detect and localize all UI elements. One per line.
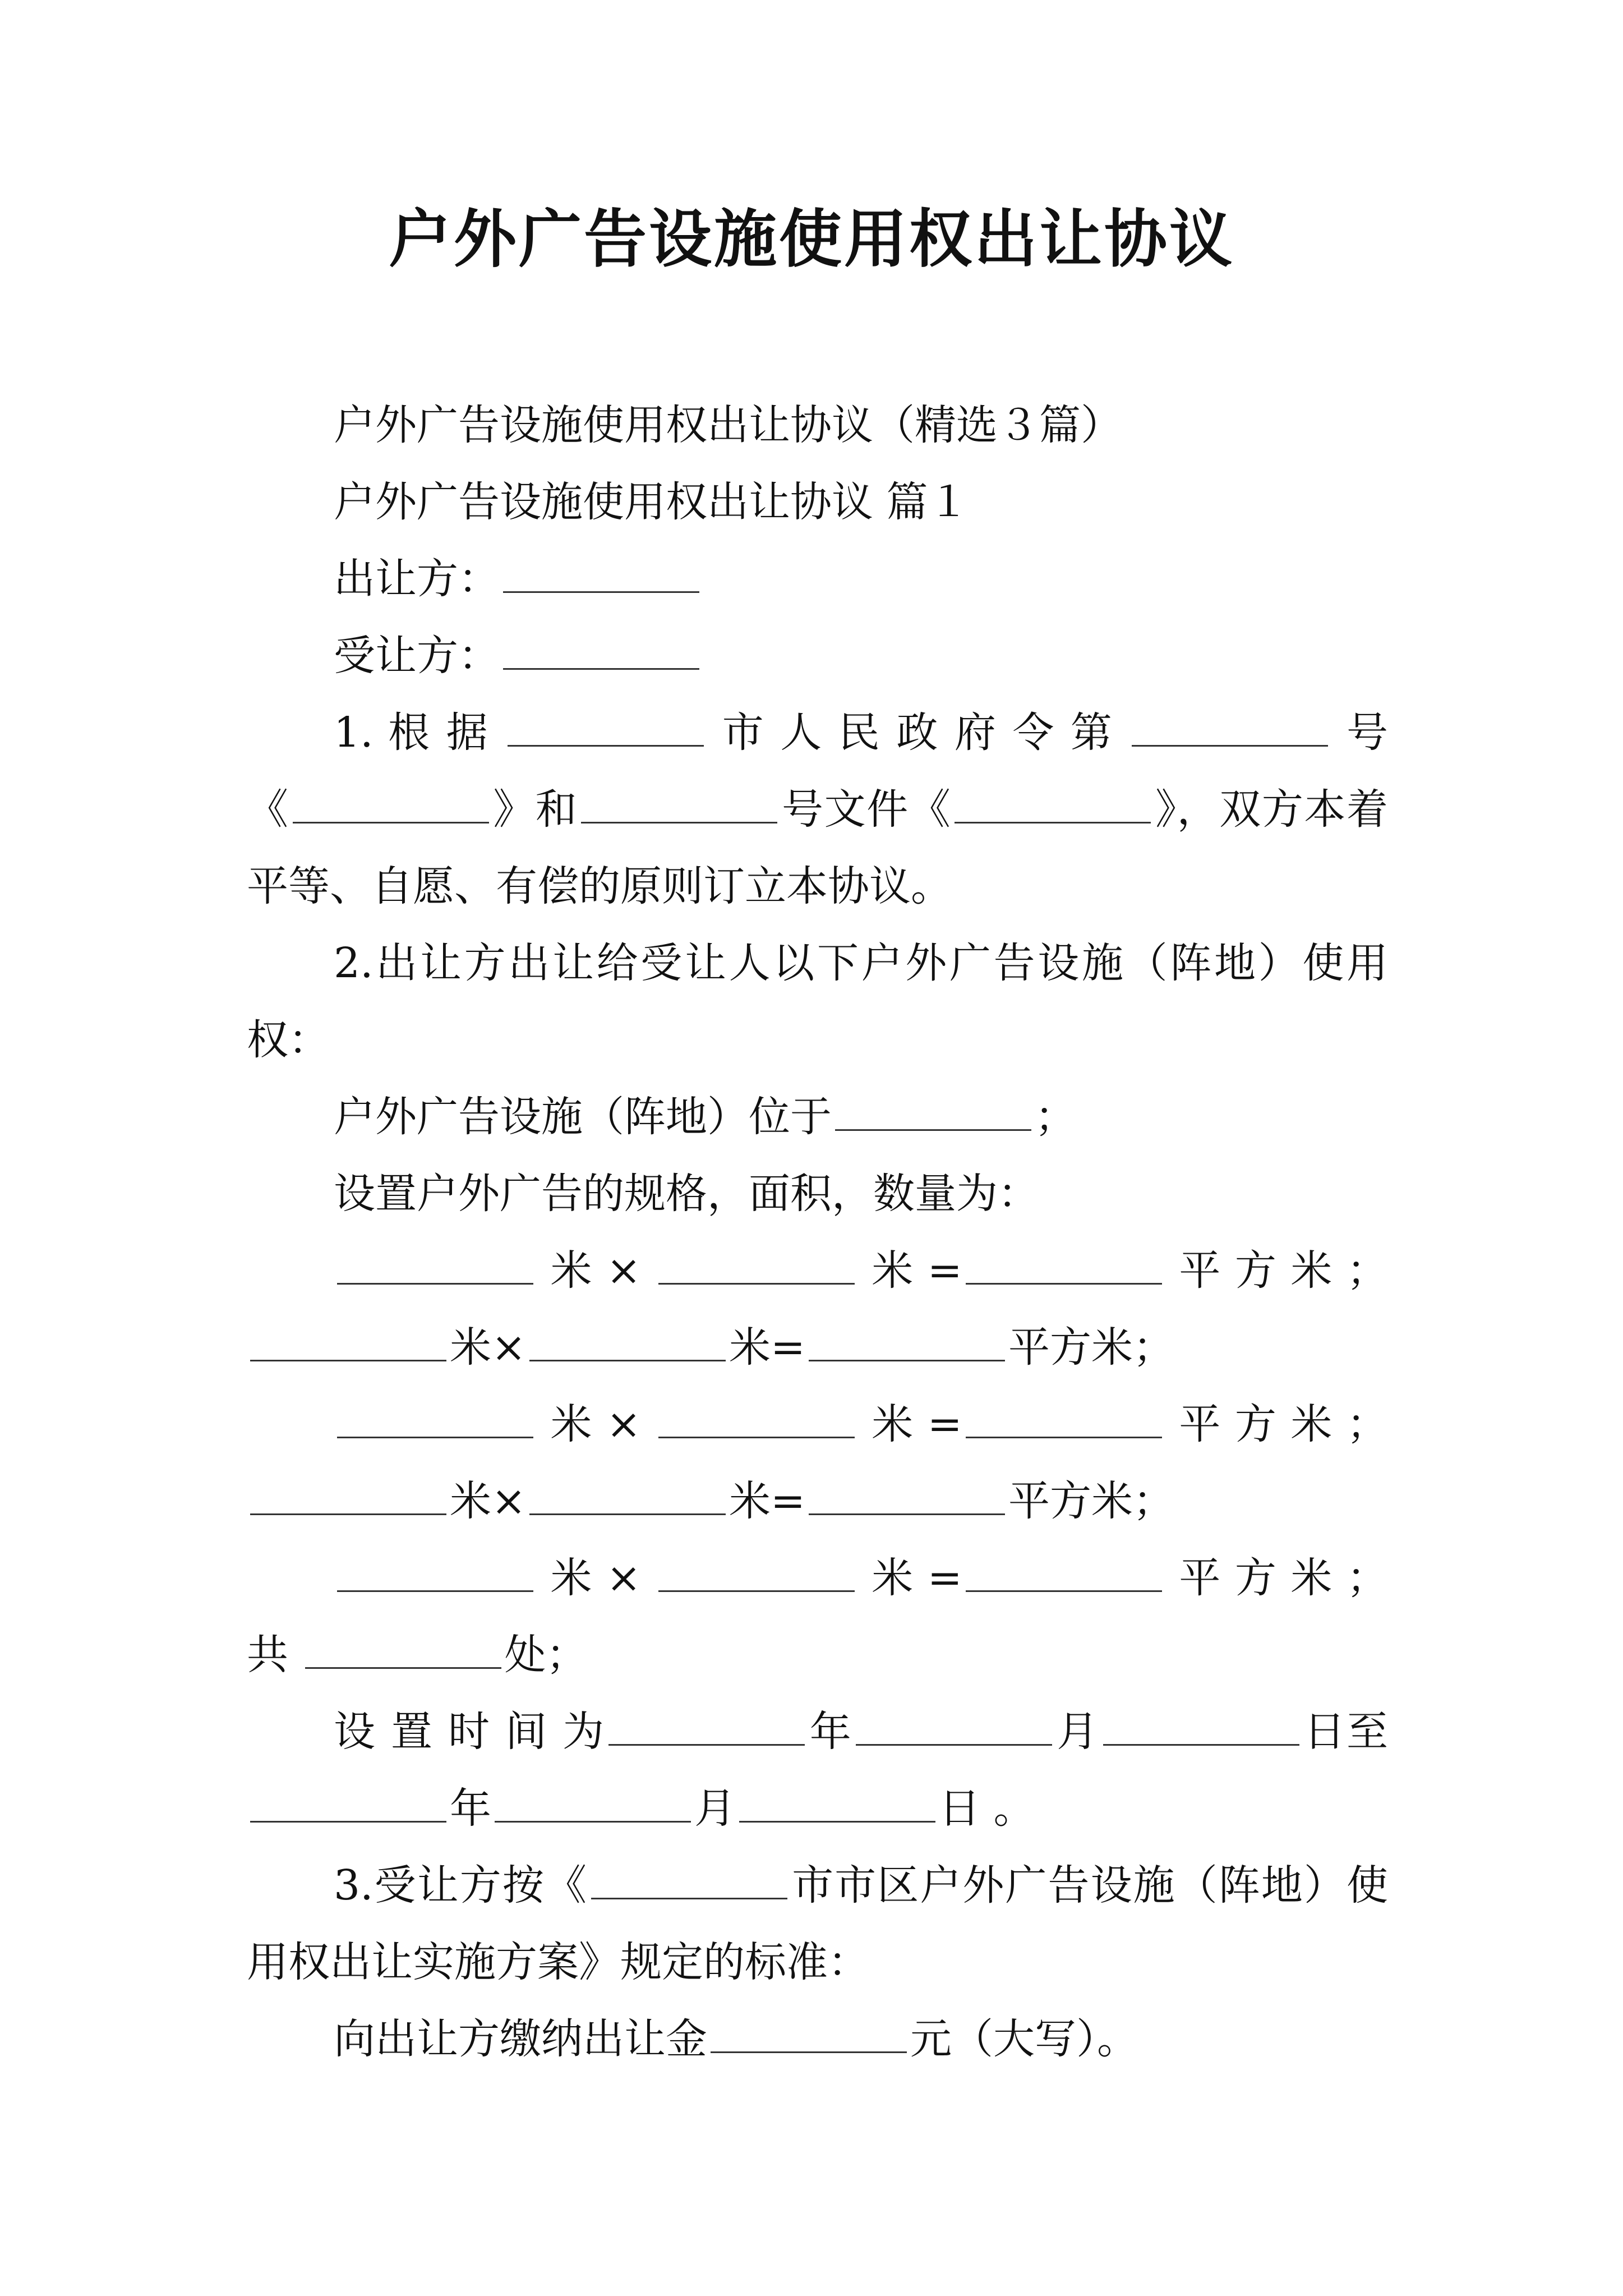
clause-1-text-d: 《	[247, 785, 289, 834]
clause-1-blank-3	[293, 788, 489, 823]
fee-text-b: 元（大写）。	[910, 2015, 1138, 2063]
size-1-sq: 平 方 米 ；	[1179, 1246, 1388, 1295]
size-1-m2: 米 =	[872, 1246, 962, 1295]
count-blank	[305, 1634, 501, 1669]
time-year-2: 年	[450, 1784, 491, 1833]
paragraph-size-2	[247, 1386, 1388, 1540]
location-end: ；	[1035, 1093, 1076, 1141]
document-title: 户外广告设施使用权出让协议	[389, 203, 1234, 276]
size-4-blank-c	[809, 1480, 1005, 1515]
time-blank-day-1	[1103, 1710, 1299, 1746]
size-1-blank-c	[966, 1249, 1162, 1285]
paragraph-clause-2: 2.出让方出让给受让人以下户外广告设施（阵地）使用权：	[247, 939, 1388, 1064]
size-3-m2: 米 =	[872, 1400, 962, 1448]
size-2-m2: 米=	[729, 1323, 806, 1372]
paragraph-grantee	[247, 618, 1388, 694]
clause-1-blank-2	[1132, 711, 1328, 747]
fee-blank	[711, 2018, 907, 2053]
clause-1-blank-4	[581, 788, 777, 823]
size-2-x: ×	[491, 1323, 527, 1372]
size-2-sq: 平方米；	[1008, 1323, 1175, 1372]
time-day-to: 日至	[1302, 1708, 1389, 1756]
grantee-blank	[503, 634, 699, 670]
size-1-blank-b	[658, 1249, 855, 1285]
time-blank-month-1	[856, 1710, 1052, 1746]
size-3-blank-c	[966, 1403, 1162, 1438]
paragraph-size-1	[247, 1232, 1388, 1386]
size-3-m1: 米 ×	[550, 1400, 642, 1448]
location-text: 户外广告设施（阵地）位于	[334, 1093, 832, 1141]
time-label: 设 置 时 间 为	[334, 1708, 606, 1756]
size-5-sq-total: 平 方 米 ； 共	[247, 1554, 1388, 1679]
size-4-m1: 米	[450, 1477, 491, 1525]
clause-3-blank	[591, 1864, 787, 1899]
paragraph-grantor	[247, 541, 1388, 618]
size-4-m2: 米=	[729, 1477, 806, 1525]
size-1-m1: 米 ×	[550, 1246, 642, 1295]
clause-1-text-c: 号	[1346, 708, 1388, 757]
size-1-blank-a	[337, 1249, 533, 1285]
clause-1-text-e: 》和	[492, 785, 578, 834]
size-2-blank-c	[809, 1326, 1005, 1361]
clause-1-text-b: 市 人 民 政 府 令 第	[722, 708, 1114, 757]
count-end: 处；	[504, 1631, 588, 1679]
clause-1-text-f: 号文件《	[781, 785, 952, 834]
time-day-end: 日 。	[939, 1784, 1035, 1833]
paragraph-clause-1	[247, 694, 1388, 925]
paragraph-clause-3	[247, 1847, 1388, 2001]
size-4-sq: 平方米；	[1008, 1477, 1175, 1525]
fee-text-a: 向出让方缴纳出让金	[334, 2015, 707, 2063]
paragraph-spec-intro: 设置户外广告的规格，面积，数量为：	[334, 1170, 1039, 1218]
document-body	[247, 387, 1388, 2078]
size-2-blank-b	[529, 1326, 726, 1361]
size-3-sq: 平 方 米 ；	[1179, 1400, 1388, 1448]
paragraph-fee	[247, 2001, 1388, 2078]
grantor-label: 出让方：	[334, 555, 500, 603]
clause-1-blank-5	[955, 788, 1151, 823]
time-year-1: 年	[808, 1708, 852, 1756]
size-3-blank-a	[337, 1403, 533, 1438]
size-2-blank-a	[250, 1326, 446, 1361]
paragraph-time	[247, 1694, 1388, 1847]
paragraph-subtitle: 户外广告设施使用权出让协议（精选３篇）	[334, 401, 1122, 449]
size-5-blank-c	[966, 1557, 1162, 1592]
size-5-blank-b	[658, 1557, 855, 1592]
size-5-m1: 米 ×	[550, 1554, 642, 1602]
size-4-x: ×	[491, 1477, 527, 1525]
location-blank	[835, 1096, 1031, 1131]
size-2-m1: 米	[450, 1323, 491, 1372]
size-4-blank-a	[250, 1480, 446, 1515]
grantor-blank	[503, 558, 699, 593]
paragraph-size-3	[247, 1540, 1388, 1694]
paragraph-section-heading: 户外广告设施使用权出让协议 篇１	[334, 478, 970, 526]
grantee-label: 受让方：	[334, 632, 500, 680]
time-blank-day-2	[739, 1787, 935, 1823]
clause-1-text-g: 》，双方本着平等、自愿、有偿的原则订立本协议。	[247, 785, 1389, 910]
size-3-blank-b	[658, 1403, 855, 1438]
clause-1-blank-1	[508, 711, 704, 747]
clause-3-text-b: 市市区户外广告设施（阵地）使用权出让实施方案》规定的标准：	[247, 1861, 1389, 1986]
clause-1-text-a: 1. 根 据	[334, 708, 490, 757]
size-5-blank-a	[337, 1557, 533, 1592]
size-4-blank-b	[529, 1480, 726, 1515]
time-month-1: 月	[1055, 1708, 1100, 1756]
time-month-2: 月	[694, 1784, 736, 1833]
time-blank-year-2	[250, 1787, 446, 1823]
time-blank-year-1	[608, 1710, 805, 1746]
size-5-m2: 米 =	[872, 1554, 962, 1602]
paragraph-location	[247, 1079, 1388, 1156]
time-blank-month-2	[495, 1787, 691, 1823]
clause-3-text-a: 3.受让方按《	[334, 1861, 588, 1910]
